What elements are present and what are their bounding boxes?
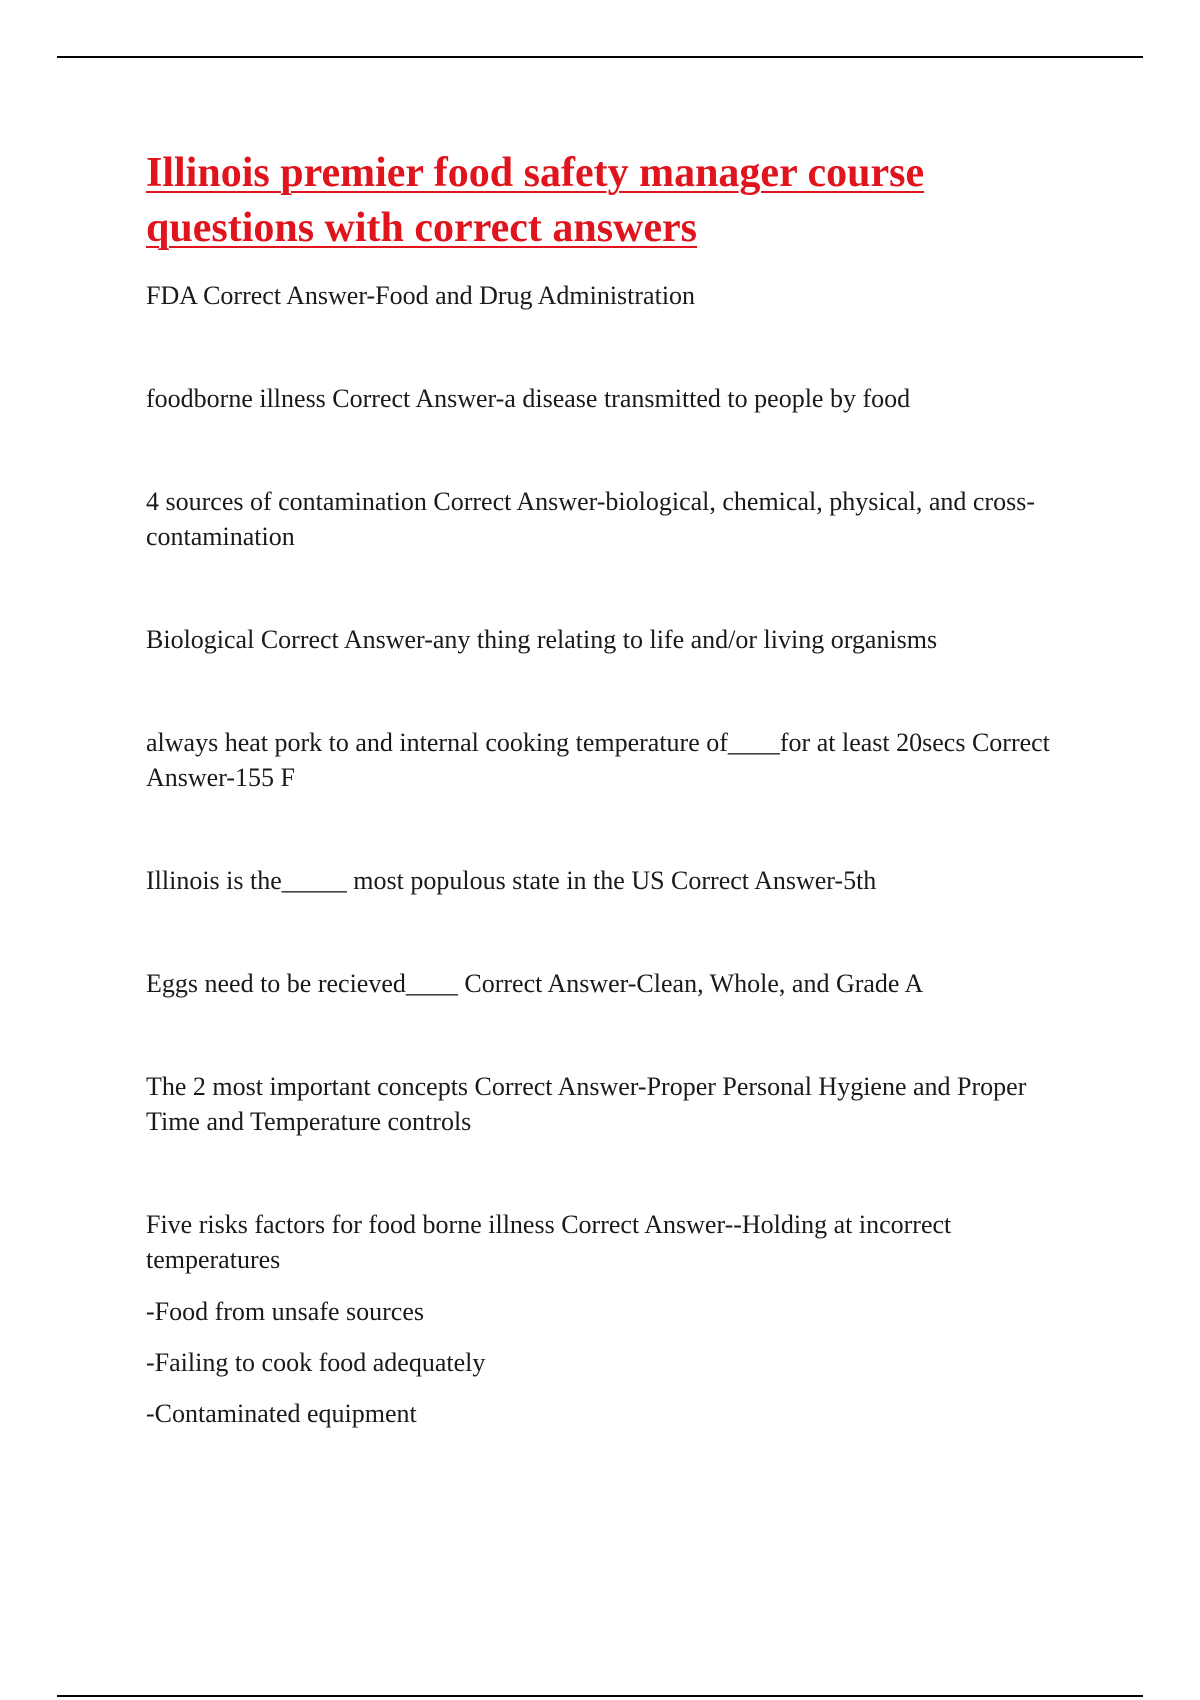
qa-item: always heat pork to and internal cooking temperature of____for at least 20secs Correct Answer-155 F — [146, 728, 1050, 792]
list-item: -Contaminated equipment — [146, 1399, 417, 1428]
qa-item: Biological Correct Answer-any thing relating to life and/or living organisms — [146, 625, 938, 654]
bottom-rule — [57, 1695, 1143, 1697]
title-line: questions with correct answers — [146, 205, 698, 251]
qa-item: Eggs need to be recieved____ Correct Answer-Clean, Whole, and Grade A — [146, 969, 924, 998]
risk-factor-list — [146, 1294, 1066, 1431]
qa-item: The 2 most important concepts Correct Answer-Proper Personal Hygiene and Proper Time and Temperature controls — [146, 1072, 1027, 1136]
list-item: -Failing to cook food adequately — [146, 1348, 486, 1377]
qa-item: foodborne illness Correct Answer-a disease transmitted to people by food — [146, 384, 911, 413]
qa-item: 4 sources of contamination Correct Answer-biological, chemical, physical, and cross-contamination — [146, 487, 1035, 551]
document-title — [146, 146, 1066, 256]
document-body — [146, 146, 1066, 1447]
title-line: Illinois premier food safety manager course — [146, 150, 925, 196]
qa-item: Illinois is the_____ most populous state in the US Correct Answer-5th — [146, 866, 877, 895]
list-item: -Food from unsafe sources — [146, 1297, 424, 1326]
top-rule — [57, 56, 1143, 58]
qa-item: FDA Correct Answer-Food and Drug Administration — [146, 281, 696, 310]
qa-item: Five risks factors for food borne illness Correct Answer--Holding at incorrect temperatures — [146, 1210, 952, 1274]
